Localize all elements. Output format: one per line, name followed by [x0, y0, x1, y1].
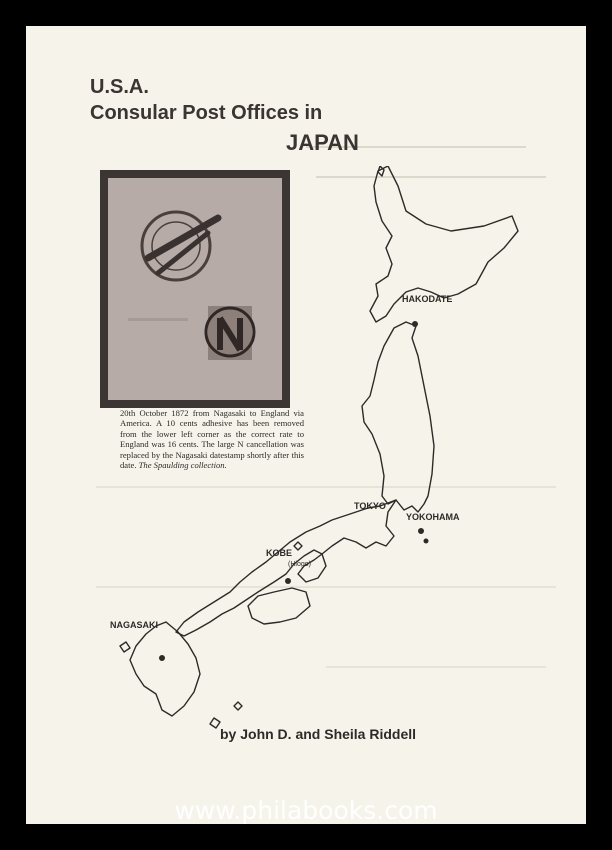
title-line-1: U.S.A. — [90, 76, 149, 98]
city-label-hakodate: HAKODATE — [402, 294, 453, 304]
city-label-kobe: KOBE — [266, 548, 293, 558]
city-label-yokohama: YOKOHAMA — [406, 512, 460, 522]
footer-website-url[interactable]: www.philabooks.com — [174, 796, 438, 825]
author-byline: by John D. and Sheila Riddell — [220, 726, 417, 742]
city-label-nagasaki: NAGASAKI — [110, 620, 159, 630]
caption-text: 20th October 1872 from Nagasaki to England via America. A 10 cents adhesive has been removed from the lower left corner as the correct rate to England was 16 cents. The large N cancellation was replaced by the Nagasaki datestamp shortly after this date. — [120, 408, 304, 471]
title-line-3: JAPAN — [286, 130, 359, 155]
caption-credit: The Spaulding collection. — [138, 460, 227, 471]
city-label-tokyo: TOKYO — [354, 501, 386, 511]
document-page — [26, 26, 586, 824]
japan-map — [96, 166, 566, 736]
city-label-kobe-alt: (Hiogo) — [288, 561, 311, 568]
title-line-2: Consular Post Offices in — [90, 102, 323, 124]
